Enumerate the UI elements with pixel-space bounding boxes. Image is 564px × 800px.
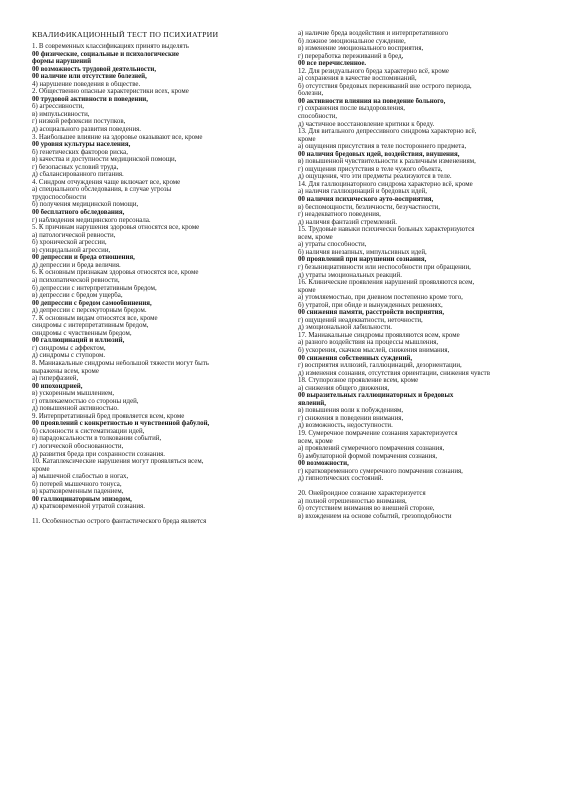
text-line: трудоспособности — [32, 193, 87, 201]
text-line: 4. Синдром отчуждения чаще включает все, кроме — [32, 178, 181, 186]
text-line: 20. Онейроидное сознание характеризуется — [298, 490, 426, 498]
text-line: выражены всем, кроме — [32, 367, 99, 375]
text-line: 12. Для резидуального бреда характерно всё, кроме — [298, 67, 449, 75]
text-line: б) потерей мышечного тонуса, — [32, 480, 122, 488]
text-line: всем, кроме — [298, 233, 333, 241]
answer-line-highlighted: 00 галлюцинаций и иллюзий, — [32, 337, 125, 345]
text-line: г) ощущений неадекватности, неточности, — [298, 316, 423, 324]
answer-line-highlighted: 00 депрессии с бредом самообвинения, — [32, 299, 152, 307]
text-line: д) наличия фантазий стремлений. — [298, 218, 397, 226]
text-line: в) парадоксальности в толковании событий, — [32, 435, 162, 443]
text-line: 7. К основным видам относятся все, кроме — [32, 314, 158, 322]
answer-line-highlighted: 00 бесплатного обследования, — [32, 209, 125, 217]
text-line: г) ощущения присутствия в теле чужого объекта, — [298, 165, 443, 173]
answer-line-highlighted: 00 проявлений с конкретностью и чувственной фабулой, — [32, 420, 210, 428]
text-line: а) утраты способности, — [298, 241, 367, 249]
text-line: г) безопасных условий труда, — [32, 163, 119, 171]
text-line: г) синдромы с аффектом, — [32, 344, 106, 352]
text-line: г) кратковременного сумеречного помрачения сознания, — [298, 467, 463, 475]
text-line: г) восприятия иллюзий, галлюцинаций, дезориентации, — [298, 362, 462, 370]
text-line: б) амбулаторной формой помрачения сознания, — [298, 452, 438, 460]
text-line: б) ложное эмоциональное суждение, — [298, 37, 406, 45]
text-line: д) сбалансированного питания. — [32, 171, 124, 179]
text-line: 5. К причинам нарушения здоровья относятся все, кроме — [32, 224, 200, 232]
text-line: а) гиперфазией, — [32, 375, 79, 383]
text-line: кроме — [32, 465, 50, 473]
answer-line-highlighted: 00 галлюцинаторным эпизодом, — [32, 495, 132, 503]
document-title: КВАЛИФИКАЦИОННЫЙ ТЕСТ ПО ПСИХИАТРИИ — [32, 30, 219, 39]
text-line: б) хронической агрессии, — [32, 239, 107, 247]
text-line — [298, 483, 550, 491]
text-line: 18. Ступорозное проявление всем, кроме — [298, 377, 419, 385]
text-line: г) отвлекаемостью со стороны идей, — [32, 397, 139, 405]
text-line: 1. В современных классификациях принято выделять — [32, 43, 189, 50]
text-line: 15. Трудовые навыки психически больных характеризуются — [298, 226, 475, 234]
text-line: синдромы с интерпретативным бредом, — [32, 322, 149, 330]
left-column — [32, 30, 284, 790]
text-line: б) отсутствия бредовых переживаний вне острого периода, — [298, 82, 472, 90]
text-line: 9. Интерпретативный бред проявляется всем, кроме — [32, 412, 185, 420]
answer-line-highlighted: 00 трудовой активности в поведении, — [32, 95, 149, 103]
text-line: б) получения медицинской помощи, — [32, 201, 139, 209]
text-line — [32, 511, 284, 519]
answer-line-highlighted: 00 возможности, — [298, 460, 349, 468]
text-line: а) наличия галлюцинаций и бредовых идей, — [298, 188, 427, 196]
text-line: а) утомляемостью, при дневном постепенно кроме того, — [298, 294, 463, 302]
text-line: д) эмоциональной лабильности. — [298, 324, 393, 332]
text-line: кроме — [298, 135, 316, 143]
text-line: болезни, — [298, 90, 324, 98]
text-line: д) депрессии и бреда величия. — [32, 261, 121, 269]
text-line: д) изменения сознания, отсутствия ориентации, снижения чувств — [298, 369, 490, 377]
text-line: г) низкой рефлексии поступков, — [32, 118, 126, 126]
text-line: в) беспомощности, безличности, безучастности, — [298, 203, 440, 211]
text-line: г) логической обоснованности, — [32, 442, 124, 450]
text-line: 19. Сумеречное помрачение сознания характеризуется — [298, 429, 458, 437]
text-line: в) импульсивности, — [32, 110, 90, 118]
text-line: 8. Маниакальные синдромы небольшой тяжести могут быть — [32, 359, 209, 367]
text-line: д) гипнотических состояний. — [298, 475, 384, 483]
text-line: д) возможность, недоступности. — [298, 422, 393, 430]
text-line: д) кратковременной утратой сознания. — [32, 503, 145, 511]
text-line: б) отсутствием внимания во внешней стороне, — [298, 505, 435, 513]
text-line: а) специального обследования, в случае угрозы — [32, 186, 172, 194]
text-line: кроме — [298, 286, 316, 294]
text-line: д) повышенной активностью. — [32, 405, 119, 413]
text-line: б) агрессивности, — [32, 103, 84, 111]
text-line: б) наличия внезапных, импульсивных идей, — [298, 248, 427, 256]
answer-line-highlighted: 00 ипохондрией, — [32, 382, 83, 390]
text-line: синдромы с чувственным бредом, — [32, 329, 132, 337]
text-line: г) сохранения после выздоровления, — [298, 105, 405, 113]
text-line: 6. К основным признакам здоровья относятся все, кроме — [32, 269, 199, 277]
answer-line-highlighted: 00 наличия бредовых идей, воздействия, внушения, — [298, 150, 460, 158]
text-line: а) психопатической ревности, — [32, 276, 120, 284]
text-line: в) вхождением на основе событий, грезоподобности — [298, 513, 452, 520]
text-line: д) асоциального развития поведения. — [32, 126, 142, 134]
text-line: б) генетических факторов риска, — [32, 148, 128, 156]
text-line: в) повышения воли к побуждениям, — [298, 407, 404, 415]
answer-line-highlighted: явлений, — [298, 399, 326, 407]
text-line: 17. Маниакальные синдромы проявляются всем, кроме — [298, 331, 460, 339]
text-line: 16. Клинические проявления нарушений проявляются всем, — [298, 279, 475, 287]
text-line: 10. Катаплексические нарушения могут проявляться всем, — [32, 458, 204, 466]
answer-line-highlighted: 00 снижения памяти, расстройств восприятия, — [298, 309, 445, 317]
answer-line-highlighted: 00 возможность трудовой деятельности, — [32, 65, 157, 73]
text-line: в) суицидальной агрессии, — [32, 246, 111, 254]
text-line: а) снижения общего движения, — [298, 384, 390, 392]
text-line: 13. Для витального депрессивного синдрома характерно всё, — [298, 128, 477, 136]
text-line: всем, кроме — [298, 437, 333, 445]
answer-line-highlighted: 00 проявлений при нарушении сознания, — [298, 256, 427, 264]
text-line: в) ускоренным мышлением, — [32, 390, 115, 398]
text-line: д) утраты эмоциональных реакций. — [298, 271, 402, 279]
text-line: 4) нарушение поведения в обществе. — [32, 80, 141, 88]
answer-line-highlighted: 00 уровня культуры населения, — [32, 141, 131, 149]
text-line: г) безынициативности или неспособности при обращении, — [298, 263, 471, 271]
text-line: 2. Общественно опасные характеристики всех, кроме — [32, 88, 189, 96]
text-line: а) наличие бреда воздействия и интерпретативного — [298, 30, 449, 37]
text-line: а) разного воздействия на процессы мышления, — [298, 339, 439, 347]
answer-line-highlighted: 00 депрессии и бреда отношения, — [32, 254, 135, 262]
text-line: д) депрессии с персекуторным бредом. — [32, 307, 147, 315]
text-line: 14. Для галлюцинаторного синдрома характерно всё, кроме — [298, 180, 473, 188]
text-line: в) кратковременным падением, — [32, 488, 124, 496]
text-line: а) ощущения присутствия в теле постороннего предмета, — [298, 143, 467, 151]
answer-line-highlighted: 00 выразительных галлюцинаторных и бредовых — [298, 392, 454, 400]
text-line: в) изменение эмоционального восприятия, — [298, 45, 424, 53]
answer-line-highlighted: 00 физические, социальные и психологические — [32, 50, 179, 58]
answer-line-highlighted: 00 снижения собственных суждений, — [298, 354, 413, 362]
text-line: а) мышечной слабостью в ногах, — [32, 473, 129, 481]
text-line: а) патологической ревности, — [32, 231, 116, 239]
text-line: д) развития бреда при сохранности сознания. — [32, 450, 166, 458]
text-line: в) депрессии с бредом ущерба, — [32, 292, 123, 300]
text-line: д) синдромы с ступором. — [32, 352, 106, 360]
text-line: в) качества и доступности медицинской помощи, — [32, 156, 177, 164]
text-line: д) частичное восстановление критики к бреду. — [298, 120, 435, 128]
text-line: б) склонности к систематизации идей, — [32, 427, 145, 435]
text-line: г) переработка переживаний в бред, — [298, 52, 404, 60]
answer-line-highlighted: 00 наличия психического ауто-восприятия, — [298, 196, 434, 204]
text-line: г) наблюдения медицинского персонала. — [32, 216, 151, 224]
answer-line-highlighted: 00 наличие или отсутствие болезней, — [32, 73, 147, 81]
answer-line-highlighted: 00 все перечисленное. — [298, 60, 367, 68]
right-column — [298, 30, 550, 790]
text-line: способности, — [298, 113, 338, 121]
text-line: в) повышенной чувствительности к различным изменениям, — [298, 158, 476, 166]
answer-line-highlighted: 00 активности влияния на поведение больного, — [298, 97, 446, 105]
text-line: б) утратой, при обиде и вынужденных решениях, — [298, 301, 443, 309]
text-line: 3. Наибольшее влияние на здоровье оказывают все, кроме — [32, 133, 203, 141]
text-line: б) депрессии с интерпретативным бредом, — [32, 284, 157, 292]
text-line: а) полной отрешенностью внимания, — [298, 497, 407, 505]
text-line: г) снижения в поведении внимания, — [298, 414, 404, 422]
text-line: 11. Особенностью острого фантастического бреда является — [32, 518, 207, 526]
answer-line-highlighted: формы нарушений — [32, 58, 92, 66]
text-line: б) ускорения, скачков мыслей, снижения внимания, — [298, 346, 450, 354]
text-line: а) сохранения в качестве воспоминаний, — [298, 75, 417, 83]
text-line: г) неадекватного поведения, — [298, 211, 381, 219]
text-line: д) ощущения, что эти предметы реализуются в теле. — [298, 173, 452, 181]
text-line: а) проявлений сумеречного помрачения сознания, — [298, 445, 445, 453]
